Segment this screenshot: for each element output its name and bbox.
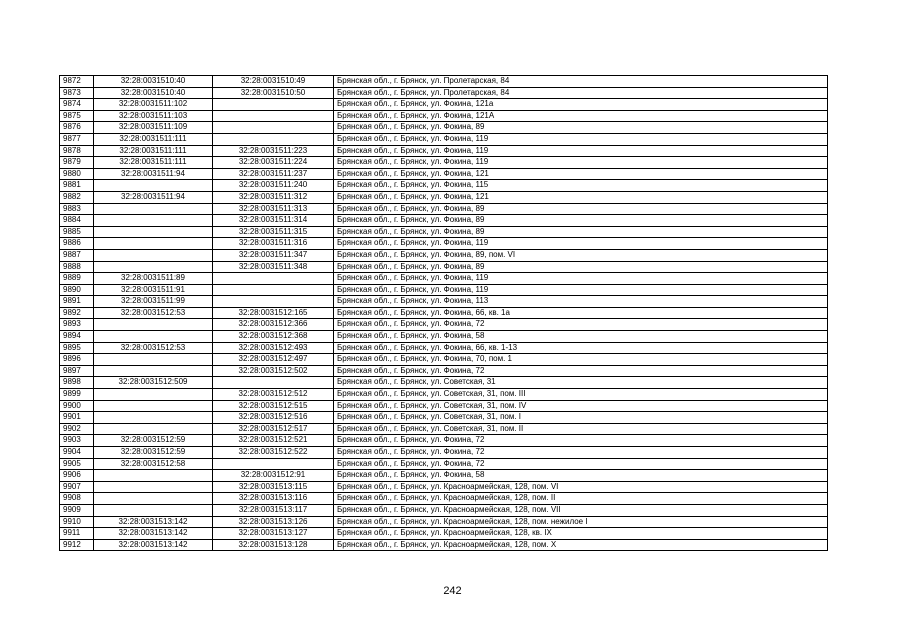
row-number-cell: 9894 [60, 331, 94, 343]
parent-cadastral-number-cell [94, 365, 213, 377]
address-cell: Брянская обл., г. Брянск, ул. Фокина, 89 [334, 203, 828, 215]
address-cell: Брянская обл., г. Брянск, ул. Фокина, 119 [334, 273, 828, 285]
table-row [60, 331, 828, 343]
table-row [60, 168, 828, 180]
address-cell: Брянская обл., г. Брянск, ул. Советская, 31, пом. I [334, 412, 828, 424]
table-row [60, 261, 828, 273]
parent-cadastral-number-cell: 32:28:0031513:142 [94, 539, 213, 551]
parent-cadastral-number-cell [94, 203, 213, 215]
parent-cadastral-number-cell [94, 249, 213, 261]
cadastral-number-cell: 32:28:0031512:515 [213, 400, 334, 412]
table-row [60, 122, 828, 134]
table-row [60, 307, 828, 319]
row-number-cell: 9910 [60, 516, 94, 528]
cadastral-number-cell: 32:28:0031510:49 [213, 76, 334, 88]
address-cell: Брянская обл., г. Брянск, ул. Фокина, 66, кв. 1-13 [334, 342, 828, 354]
parent-cadastral-number-cell: 32:28:0031510:40 [94, 87, 213, 99]
cadastral-number-cell [213, 458, 334, 470]
row-number-cell: 9895 [60, 342, 94, 354]
row-number-cell: 9885 [60, 226, 94, 238]
table-row [60, 493, 828, 505]
address-cell: Брянская обл., г. Брянск, ул. Советская, 31 [334, 377, 828, 389]
address-cell: Брянская обл., г. Брянск, ул. Фокина, 58 [334, 470, 828, 482]
table-row [60, 435, 828, 447]
row-number-cell: 9888 [60, 261, 94, 273]
address-cell: Брянская обл., г. Брянск, ул. Красноармейская, 128, пом. X [334, 539, 828, 551]
parent-cadastral-number-cell [94, 226, 213, 238]
parent-cadastral-number-cell: 32:28:0031512:59 [94, 435, 213, 447]
table-row [60, 215, 828, 227]
address-cell: Брянская обл., г. Брянск, ул. Фокина, 72 [334, 319, 828, 331]
table-row [60, 354, 828, 366]
address-cell: Брянская обл., г. Брянск, ул. Фокина, 121 [334, 191, 828, 203]
cadastral-number-cell [213, 133, 334, 145]
address-cell: Брянская обл., г. Брянск, ул. Советская, 31, пом. II [334, 423, 828, 435]
cadastral-number-cell: 32:28:0031512:91 [213, 470, 334, 482]
cadastral-number-cell: 32:28:0031512:165 [213, 307, 334, 319]
table-row [60, 528, 828, 540]
cadastral-number-cell: 32:28:0031511:348 [213, 261, 334, 273]
cadastral-number-cell: 32:28:0031513:116 [213, 493, 334, 505]
address-cell: Брянская обл., г. Брянск, ул. Фокина, 113 [334, 296, 828, 308]
cadastral-number-cell [213, 110, 334, 122]
table-row [60, 191, 828, 203]
parent-cadastral-number-cell [94, 400, 213, 412]
row-number-cell: 9889 [60, 273, 94, 285]
address-cell: Брянская обл., г. Брянск, ул. Красноармейская, 128, пом. VI [334, 481, 828, 493]
row-number-cell: 9908 [60, 493, 94, 505]
table-row [60, 249, 828, 261]
cadastral-number-cell [213, 296, 334, 308]
page-number: 242 [443, 585, 462, 597]
cadastral-number-cell: 32:28:0031511:313 [213, 203, 334, 215]
address-cell: Брянская обл., г. Брянск, ул. Фокина, 119 [334, 133, 828, 145]
row-number-cell: 9904 [60, 447, 94, 459]
row-number-cell: 9898 [60, 377, 94, 389]
cadastral-number-cell: 32:28:0031512:497 [213, 354, 334, 366]
address-cell: Брянская обл., г. Брянск, ул. Фокина, 115 [334, 180, 828, 192]
cadastral-number-cell: 32:28:0031512:517 [213, 423, 334, 435]
table-row [60, 412, 828, 424]
row-number-cell: 9878 [60, 145, 94, 157]
address-cell: Брянская обл., г. Брянск, ул. Красноармейская, 128, кв. IX [334, 528, 828, 540]
table-row [60, 504, 828, 516]
row-number-cell: 9879 [60, 157, 94, 169]
address-cell: Брянская обл., г. Брянск, ул. Пролетарская, 84 [334, 76, 828, 88]
row-number-cell: 9911 [60, 528, 94, 540]
cadastral-number-cell: 32:28:0031512:522 [213, 447, 334, 459]
cadastral-number-cell: 32:28:0031513:115 [213, 481, 334, 493]
cadastral-number-cell: 32:28:0031511:312 [213, 191, 334, 203]
parent-cadastral-number-cell: 32:28:0031512:509 [94, 377, 213, 389]
parent-cadastral-number-cell [94, 423, 213, 435]
cadastral-number-cell: 32:28:0031513:127 [213, 528, 334, 540]
row-number-cell: 9909 [60, 504, 94, 516]
row-number-cell: 9890 [60, 284, 94, 296]
table-row [60, 423, 828, 435]
parent-cadastral-number-cell [94, 354, 213, 366]
table-row [60, 133, 828, 145]
cadastral-number-cell: 32:28:0031512:502 [213, 365, 334, 377]
parent-cadastral-number-cell: 32:28:0031512:53 [94, 342, 213, 354]
address-cell: Брянская обл., г. Брянск, ул. Фокина, 89 [334, 226, 828, 238]
table-row [60, 400, 828, 412]
cadastral-number-cell: 32:28:0031512:516 [213, 412, 334, 424]
address-cell: Брянская обл., г. Брянск, ул. Фокина, 72 [334, 435, 828, 447]
parent-cadastral-number-cell: 32:28:0031511:111 [94, 145, 213, 157]
row-number-cell: 9877 [60, 133, 94, 145]
cadastral-number-cell [213, 99, 334, 111]
parent-cadastral-number-cell: 32:28:0031511:94 [94, 168, 213, 180]
cadastral-number-cell [213, 122, 334, 134]
address-cell: Брянская обл., г. Брянск, ул. Красноармейская, 128, пом. VII [334, 504, 828, 516]
table-row [60, 145, 828, 157]
parent-cadastral-number-cell: 32:28:0031511:99 [94, 296, 213, 308]
table-row [60, 157, 828, 169]
row-number-cell: 9893 [60, 319, 94, 331]
cadastral-number-cell [213, 273, 334, 285]
cadastral-number-cell: 32:28:0031511:347 [213, 249, 334, 261]
address-cell: Брянская обл., г. Брянск, ул. Пролетарская, 84 [334, 87, 828, 99]
table-row [60, 238, 828, 250]
row-number-cell: 9891 [60, 296, 94, 308]
parent-cadastral-number-cell: 32:28:0031511:103 [94, 110, 213, 122]
table-row [60, 180, 828, 192]
parent-cadastral-number-cell: 32:28:0031512:53 [94, 307, 213, 319]
parent-cadastral-number-cell [94, 412, 213, 424]
address-cell: Брянская обл., г. Брянск, ул. Фокина, 72 [334, 365, 828, 377]
row-number-cell: 9872 [60, 76, 94, 88]
cadastral-number-cell: 32:28:0031512:521 [213, 435, 334, 447]
address-cell: Брянская обл., г. Брянск, ул. Красноармейская, 128, пом. нежилое I [334, 516, 828, 528]
cadastral-number-cell: 32:28:0031511:314 [213, 215, 334, 227]
address-cell: Брянская обл., г. Брянск, ул. Фокина, 89, пом. VI [334, 249, 828, 261]
parent-cadastral-number-cell: 32:28:0031511:94 [94, 191, 213, 203]
cadastral-number-cell: 32:28:0031511:240 [213, 180, 334, 192]
table-row [60, 319, 828, 331]
cadastral-number-cell: 32:28:0031512:368 [213, 331, 334, 343]
row-number-cell: 9883 [60, 203, 94, 215]
parent-cadastral-number-cell [94, 504, 213, 516]
table-row [60, 447, 828, 459]
cadastral-number-cell: 32:28:0031513:126 [213, 516, 334, 528]
cadastral-number-cell [213, 284, 334, 296]
row-number-cell: 9906 [60, 470, 94, 482]
row-number-cell: 9873 [60, 87, 94, 99]
table-row [60, 377, 828, 389]
parent-cadastral-number-cell [94, 470, 213, 482]
address-cell: Брянская обл., г. Брянск, ул. Фокина, 89 [334, 122, 828, 134]
table-row [60, 539, 828, 551]
table-row [60, 273, 828, 285]
parent-cadastral-number-cell [94, 493, 213, 505]
row-number-cell: 9900 [60, 400, 94, 412]
address-cell: Брянская обл., г. Брянск, ул. Фокина, 121а [334, 99, 828, 111]
table-row [60, 516, 828, 528]
table-row [60, 389, 828, 401]
table-row [60, 458, 828, 470]
cadastral-number-cell: 32:28:0031513:117 [213, 504, 334, 516]
address-cell: Брянская обл., г. Брянск, ул. Фокина, 72 [334, 447, 828, 459]
parent-cadastral-number-cell: 32:28:0031513:142 [94, 516, 213, 528]
table-row [60, 296, 828, 308]
table-row [60, 110, 828, 122]
cadastral-number-cell: 32:28:0031512:366 [213, 319, 334, 331]
row-number-cell: 9892 [60, 307, 94, 319]
row-number-cell: 9880 [60, 168, 94, 180]
row-number-cell: 9905 [60, 458, 94, 470]
address-cell: Брянская обл., г. Брянск, ул. Фокина, 121А [334, 110, 828, 122]
cadastral-number-cell: 32:28:0031511:237 [213, 168, 334, 180]
table-row [60, 481, 828, 493]
cadastral-number-cell: 32:28:0031512:493 [213, 342, 334, 354]
address-cell: Брянская обл., г. Брянск, ул. Фокина, 89 [334, 261, 828, 273]
row-number-cell: 9902 [60, 423, 94, 435]
address-cell: Брянская обл., г. Брянск, ул. Фокина, 119 [334, 238, 828, 250]
row-number-cell: 9884 [60, 215, 94, 227]
cadastral-number-cell: 32:28:0031511:315 [213, 226, 334, 238]
row-number-cell: 9882 [60, 191, 94, 203]
table-row [60, 203, 828, 215]
cadastral-number-cell: 32:28:0031511:224 [213, 157, 334, 169]
parent-cadastral-number-cell: 32:28:0031511:111 [94, 157, 213, 169]
cadastral-table [59, 75, 828, 551]
parent-cadastral-number-cell [94, 215, 213, 227]
cadastral-number-cell: 32:28:0031510:50 [213, 87, 334, 99]
parent-cadastral-number-cell: 32:28:0031511:91 [94, 284, 213, 296]
address-cell: Брянская обл., г. Брянск, ул. Советская, 31, пом. IV [334, 400, 828, 412]
parent-cadastral-number-cell [94, 389, 213, 401]
address-cell: Брянская обл., г. Брянск, ул. Фокина, 119 [334, 157, 828, 169]
row-number-cell: 9886 [60, 238, 94, 250]
row-number-cell: 9899 [60, 389, 94, 401]
table-row [60, 342, 828, 354]
cadastral-number-cell [213, 377, 334, 389]
row-number-cell: 9887 [60, 249, 94, 261]
row-number-cell: 9897 [60, 365, 94, 377]
cadastral-number-cell: 32:28:0031511:223 [213, 145, 334, 157]
cadastral-number-cell: 32:28:0031513:128 [213, 539, 334, 551]
row-number-cell: 9896 [60, 354, 94, 366]
address-cell: Брянская обл., г. Брянск, ул. Фокина, 66, кв. 1а [334, 307, 828, 319]
parent-cadastral-number-cell [94, 238, 213, 250]
parent-cadastral-number-cell: 32:28:0031511:111 [94, 133, 213, 145]
row-number-cell: 9903 [60, 435, 94, 447]
row-number-cell: 9912 [60, 539, 94, 551]
parent-cadastral-number-cell: 32:28:0031511:102 [94, 99, 213, 111]
table-row [60, 226, 828, 238]
address-cell: Брянская обл., г. Брянск, ул. Фокина, 121 [334, 168, 828, 180]
parent-cadastral-number-cell [94, 319, 213, 331]
parent-cadastral-number-cell: 32:28:0031512:59 [94, 447, 213, 459]
address-cell: Брянская обл., г. Брянск, ул. Красноармейская, 128, пом. II [334, 493, 828, 505]
row-number-cell: 9876 [60, 122, 94, 134]
parent-cadastral-number-cell: 32:28:0031511:109 [94, 122, 213, 134]
parent-cadastral-number-cell: 32:28:0031512:58 [94, 458, 213, 470]
address-cell: Брянская обл., г. Брянск, ул. Фокина, 72 [334, 458, 828, 470]
row-number-cell: 9874 [60, 99, 94, 111]
address-cell: Брянская обл., г. Брянск, ул. Фокина, 70, пом. 1 [334, 354, 828, 366]
parent-cadastral-number-cell [94, 481, 213, 493]
row-number-cell: 9901 [60, 412, 94, 424]
parent-cadastral-number-cell [94, 331, 213, 343]
table-row [60, 99, 828, 111]
parent-cadastral-number-cell: 32:28:0031513:142 [94, 528, 213, 540]
parent-cadastral-number-cell [94, 261, 213, 273]
table-row [60, 87, 828, 99]
table-row [60, 76, 828, 88]
row-number-cell: 9907 [60, 481, 94, 493]
table-body [60, 76, 828, 551]
parent-cadastral-number-cell: 32:28:0031510:40 [94, 76, 213, 88]
cadastral-number-cell: 32:28:0031511:316 [213, 238, 334, 250]
cadastral-number-cell: 32:28:0031512:512 [213, 389, 334, 401]
address-cell: Брянская обл., г. Брянск, ул. Советская, 31, пом. III [334, 389, 828, 401]
address-cell: Брянская обл., г. Брянск, ул. Фокина, 58 [334, 331, 828, 343]
table-row [60, 365, 828, 377]
parent-cadastral-number-cell [94, 180, 213, 192]
parent-cadastral-number-cell: 32:28:0031511:89 [94, 273, 213, 285]
table-row [60, 470, 828, 482]
row-number-cell: 9881 [60, 180, 94, 192]
address-cell: Брянская обл., г. Брянск, ул. Фокина, 119 [334, 145, 828, 157]
address-cell: Брянская обл., г. Брянск, ул. Фокина, 119 [334, 284, 828, 296]
row-number-cell: 9875 [60, 110, 94, 122]
address-cell: Брянская обл., г. Брянск, ул. Фокина, 89 [334, 215, 828, 227]
table-row [60, 284, 828, 296]
